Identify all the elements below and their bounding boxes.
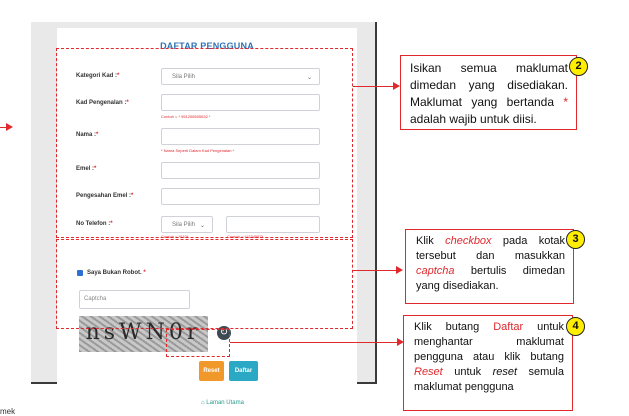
telefon-number-hint: Contoh = *1234567*	[227, 234, 264, 239]
arrow-3-head	[396, 266, 403, 274]
step-3-badge: 3	[566, 230, 585, 249]
connector-4	[230, 342, 397, 343]
connector-3	[353, 270, 396, 271]
captcha-input[interactable]: Captcha	[79, 290, 190, 309]
kategori-value: Sila Pilih	[172, 74, 196, 80]
callout-3: Klik checkbox pada kotak tersebut dan masukkan captcha bertulis dimedan yang disediakan.	[405, 229, 574, 304]
step-2-badge: 2	[569, 57, 588, 76]
arrow-left-head	[6, 123, 13, 131]
step-4-badge: 4	[566, 317, 585, 336]
label-nama: Nama :*	[76, 132, 99, 138]
cut-off-text: mek	[0, 407, 16, 416]
nama-hint: * Nama Seperti Dalam Kad Pengenalan *	[161, 148, 235, 153]
buttons-highlight-box	[166, 329, 230, 357]
telefon-prefix-value: Sila Pilih	[172, 222, 196, 228]
daftar-button[interactable]: Daftar	[229, 361, 258, 381]
callout-4: Klik butang Daftar untuk menghantar maklumat pengguna atau klik butang Reset untuk reset semula maklumat pengguna	[403, 315, 573, 411]
label-telefon: No Telefon :*	[76, 221, 113, 227]
home-icon: ⌂	[201, 400, 205, 406]
chevron-down-icon: ⌄	[199, 223, 205, 229]
connector-2	[353, 86, 393, 87]
label-pengesahan-emel: Pengesahan Emel :*	[76, 193, 134, 199]
refresh-icon[interactable]: ↻	[217, 326, 231, 340]
fields-highlight-box	[56, 48, 353, 238]
label-kategori: Kategori Kad :*	[76, 73, 120, 79]
label-pengenalan: Kad Pengenalan :*	[76, 100, 129, 106]
robot-label: Saya Bukan Robot. *	[87, 270, 146, 276]
captcha-text: nsWN0r	[85, 320, 202, 345]
page-title: DAFTAR PENGGUNA	[160, 41, 254, 51]
label-emel: Emel :*	[76, 166, 97, 172]
captcha-highlight-box	[56, 239, 353, 329]
arrow-2-head	[393, 82, 400, 90]
pengenalan-hint: Contoh = * 951208505532 *	[161, 114, 211, 119]
home-link[interactable]: ⌂ Laman Utama	[201, 400, 244, 406]
chevron-down-icon: ⌄	[306, 75, 312, 81]
callout-2: Isikan semua maklumat dimedan yang disediakan. Maklumat yang bertanda * adalah wajib untuk diisi.	[400, 55, 577, 130]
reset-button[interactable]: Reset	[199, 361, 224, 381]
telefon-prefix-hint: Contoh = *010*	[161, 234, 189, 239]
